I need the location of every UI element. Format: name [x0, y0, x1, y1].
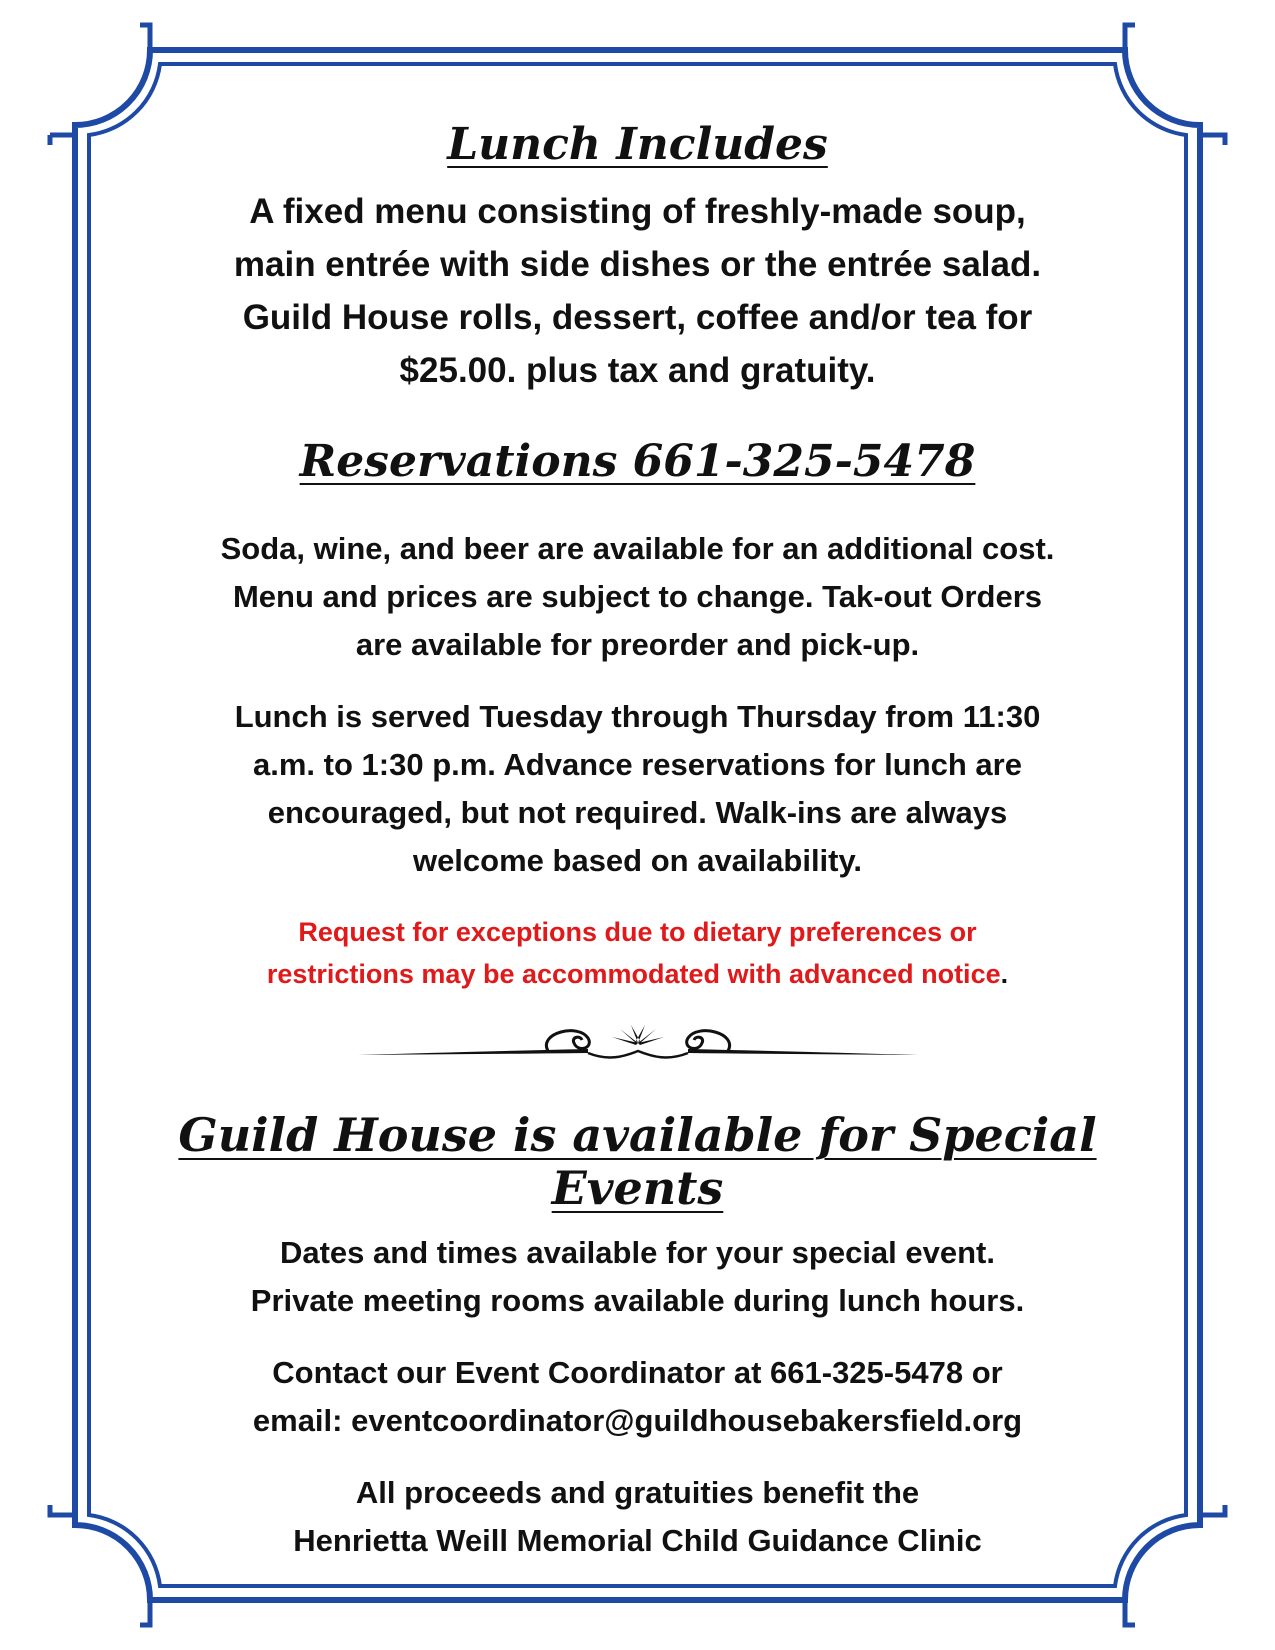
flourish-left-swirl — [546, 1031, 589, 1051]
lunch-line: A fixed menu consisting of freshly-made soup, — [249, 191, 1026, 231]
hours-line: encouraged, but not required. Walk-ins are always — [267, 795, 1008, 831]
hours-line: Lunch is served Tuesday through Thursday from 11:30 — [234, 699, 1041, 735]
lunch-line: main entrée with side dishes or the entrée salad. — [233, 244, 1042, 284]
lunch-line: $25.00. plus tax and gratuity. — [399, 350, 876, 390]
hours-line: welcome based on availability. — [412, 843, 863, 879]
hours-line: a.m. to 1:30 p.m. Advance reservations for lunch are — [253, 747, 1022, 783]
benefit-line: Henrietta Weill Memorial Child Guidance Clinic — [293, 1522, 982, 1558]
flourish-center-fan — [612, 1025, 664, 1045]
events-paragraph — [100, 1229, 1175, 1325]
benefit-paragraph — [100, 1469, 1175, 1565]
flyer-content — [100, 105, 1175, 1565]
reservations-heading: Reservations 661-325-5478 — [299, 435, 976, 487]
flourish-right-line — [688, 1049, 918, 1055]
flourish-divider-icon — [348, 1013, 928, 1073]
flourish-left-line — [358, 1049, 588, 1055]
lunch-description — [100, 185, 1175, 397]
drinks-line: Soda, wine, and beer are available for an additional cost. — [220, 531, 1055, 567]
dietary-end-mark: . — [1000, 959, 1009, 990]
hours-paragraph — [100, 693, 1175, 885]
lunch-line: Guild House rolls, dessert, coffee and/or tea for — [242, 297, 1033, 337]
events-line: Dates and times available for your special event. — [279, 1234, 995, 1270]
contact-email-line: email: eventcoordinator@guildhousebakersfield.org — [252, 1402, 1023, 1438]
dietary-notice — [100, 911, 1175, 995]
dietary-line-text: restrictions may be accommodated with advanced notice — [266, 959, 1001, 990]
flourish-right-swirl — [686, 1031, 729, 1051]
drinks-line: are available for preorder and pick-up. — [355, 627, 920, 663]
flourish-center-curls — [588, 1051, 688, 1057]
drinks-line: Menu and prices are subject to change. Tak-out Orders — [232, 579, 1043, 615]
dietary-line-2 — [100, 953, 1175, 995]
special-events-heading: Guild House is available for Special Events — [178, 1108, 1097, 1216]
lunch-includes-heading: Lunch Includes — [447, 119, 828, 170]
drinks-paragraph — [100, 525, 1175, 669]
contact-paragraph — [100, 1349, 1175, 1445]
benefit-line: All proceeds and gratuities benefit the — [355, 1474, 920, 1510]
dietary-line: Request for exceptions due to dietary preferences or — [298, 917, 977, 948]
events-line: Private meeting rooms available during lunch hours. — [250, 1282, 1025, 1318]
contact-line: Contact our Event Coordinator at 661-325-5478 or — [272, 1354, 1003, 1390]
